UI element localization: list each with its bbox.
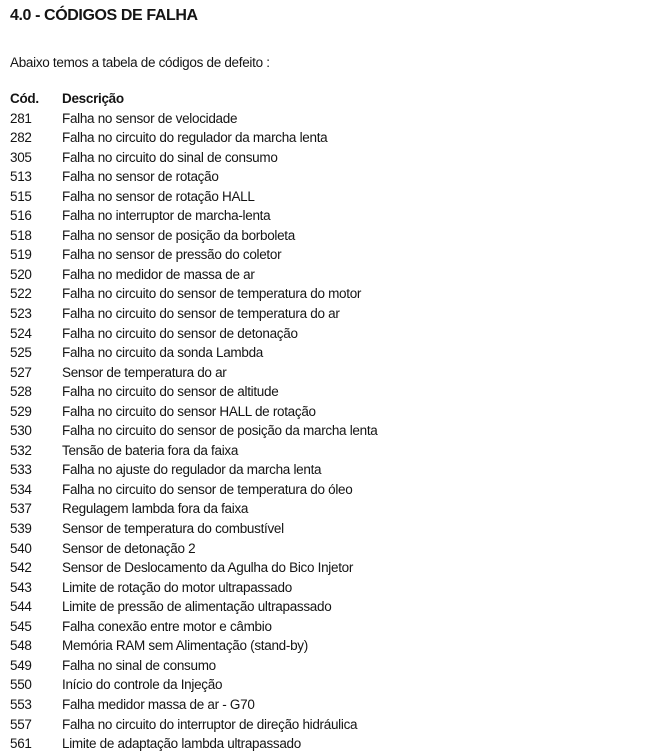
table-row (10, 265, 636, 285)
fault-description: Falha no ajuste do regulador da marcha lenta (62, 462, 322, 478)
code-column-header: Cód. (10, 91, 39, 106)
table-row (10, 167, 636, 187)
fault-description: Falha no circuito do sensor de altitude (62, 384, 279, 400)
fault-code: 530 (10, 423, 32, 439)
fault-code-table-body (10, 109, 636, 754)
table-row (10, 226, 636, 246)
table-row (10, 343, 636, 363)
fault-code: 557 (10, 716, 32, 732)
fault-description: Falha no circuito do sensor de temperatura do óleo (62, 481, 353, 497)
section-title: 4.0 - CÓDIGOS DE FALHA (10, 7, 198, 24)
table-row (10, 539, 636, 559)
table-row (10, 109, 636, 129)
table-row (10, 206, 636, 226)
table-row (10, 519, 636, 539)
table-row (10, 421, 636, 441)
fault-code: 550 (10, 677, 32, 693)
fault-code: 523 (10, 306, 32, 322)
fault-code: 545 (10, 618, 32, 634)
table-row (10, 187, 636, 207)
fault-code: 520 (10, 266, 32, 282)
table-row (10, 284, 636, 304)
fault-code: 519 (10, 247, 32, 263)
fault-code: 532 (10, 442, 32, 458)
fault-description: Falha no circuito do interruptor de direção hidráulica (62, 716, 358, 732)
fault-description: Sensor de detonação 2 (62, 540, 196, 556)
fault-description: Falha conexão entre motor e câmbio (62, 618, 272, 634)
fault-code: 544 (10, 599, 32, 615)
fault-code: 281 (10, 110, 32, 126)
table-row (10, 148, 636, 168)
fault-code: 529 (10, 403, 32, 419)
table-row (10, 382, 636, 402)
fault-description: Limite de adaptação lambda ultrapassado (62, 736, 301, 752)
table-header-row (10, 89, 636, 109)
fault-description: Falha no sensor de posição da borboleta (62, 227, 295, 243)
fault-description: Falha no circuito do sensor HALL de rotação (62, 403, 316, 419)
fault-description: Falha no sinal de consumo (62, 657, 216, 673)
table-row (10, 480, 636, 500)
fault-code: 528 (10, 384, 32, 400)
fault-code: 553 (10, 696, 32, 712)
table-row (10, 734, 636, 754)
fault-description: Falha no sensor de rotação HALL (62, 188, 255, 204)
fault-description: Falha no sensor de velocidade (62, 110, 238, 126)
fault-code: 305 (10, 149, 32, 165)
fault-description: Sensor de Deslocamento da Agulha do Bico Injetor (62, 560, 354, 576)
fault-description: Tensão de bateria fora da faixa (62, 442, 239, 458)
fault-description: Falha no circuito da sonda Lambda (62, 345, 263, 361)
intro-text: Abaixo temos a tabela de códigos de defeito : (10, 55, 270, 70)
fault-code: 548 (10, 638, 32, 654)
table-row (10, 675, 636, 695)
table-row (10, 578, 636, 598)
table-row (10, 441, 636, 461)
fault-code: 518 (10, 227, 32, 243)
fault-code-table (10, 89, 636, 754)
table-row (10, 617, 636, 637)
fault-code: 527 (10, 364, 32, 380)
fault-code: 534 (10, 481, 32, 497)
fault-description: Falha no circuito do sensor de temperatura do motor (62, 286, 362, 302)
table-row (10, 597, 636, 617)
fault-description: Falha no sensor de rotação (62, 169, 219, 185)
table-row (10, 245, 636, 265)
fault-code: 513 (10, 169, 32, 185)
fault-code: 524 (10, 325, 32, 341)
table-row (10, 499, 636, 519)
fault-code: 540 (10, 540, 32, 556)
fault-description: Falha medidor massa de ar - G70 (62, 696, 255, 712)
table-row (10, 402, 636, 422)
fault-description: Sensor de temperatura do combustível (62, 521, 284, 537)
table-row (10, 695, 636, 715)
fault-description: Falha no circuito do sinal de consumo (62, 149, 278, 165)
fault-description: Falha no circuito do regulador da marcha lenta (62, 130, 328, 146)
table-row (10, 128, 636, 148)
table-row (10, 636, 636, 656)
table-row (10, 715, 636, 735)
table-row (10, 460, 636, 480)
table-row (10, 558, 636, 578)
fault-code: 533 (10, 462, 32, 478)
description-column-header: Descrição (62, 91, 124, 106)
fault-description: Falha no circuito do sensor de posição da marcha lenta (62, 423, 378, 439)
fault-code: 515 (10, 188, 32, 204)
fault-description: Falha no interruptor de marcha-lenta (62, 208, 271, 224)
fault-description: Limite de rotação do motor ultrapassado (62, 579, 292, 595)
fault-code: 549 (10, 657, 32, 673)
table-row (10, 304, 636, 324)
fault-description: Início do controle da Injeção (62, 677, 223, 693)
fault-description: Limite de pressão de alimentação ultrapassado (62, 599, 332, 615)
fault-code: 537 (10, 501, 32, 517)
fault-description: Memória RAM sem Alimentação (stand-by) (62, 638, 308, 654)
fault-description: Falha no sensor de pressão do coletor (62, 247, 282, 263)
table-row (10, 656, 636, 676)
fault-code: 525 (10, 345, 32, 361)
table-row (10, 363, 636, 383)
fault-code: 282 (10, 130, 32, 146)
fault-description: Falha no medidor de massa de ar (62, 266, 255, 282)
fault-description: Falha no circuito do sensor de temperatura do ar (62, 306, 340, 322)
fault-description: Falha no circuito do sensor de detonação (62, 325, 298, 341)
fault-code: 543 (10, 579, 32, 595)
fault-description: Sensor de temperatura do ar (62, 364, 227, 380)
fault-code: 539 (10, 521, 32, 537)
fault-code: 542 (10, 560, 32, 576)
fault-code: 522 (10, 286, 32, 302)
fault-code: 516 (10, 208, 32, 224)
fault-description: Regulagem lambda fora da faixa (62, 501, 249, 517)
fault-code: 561 (10, 736, 32, 752)
table-row (10, 324, 636, 344)
